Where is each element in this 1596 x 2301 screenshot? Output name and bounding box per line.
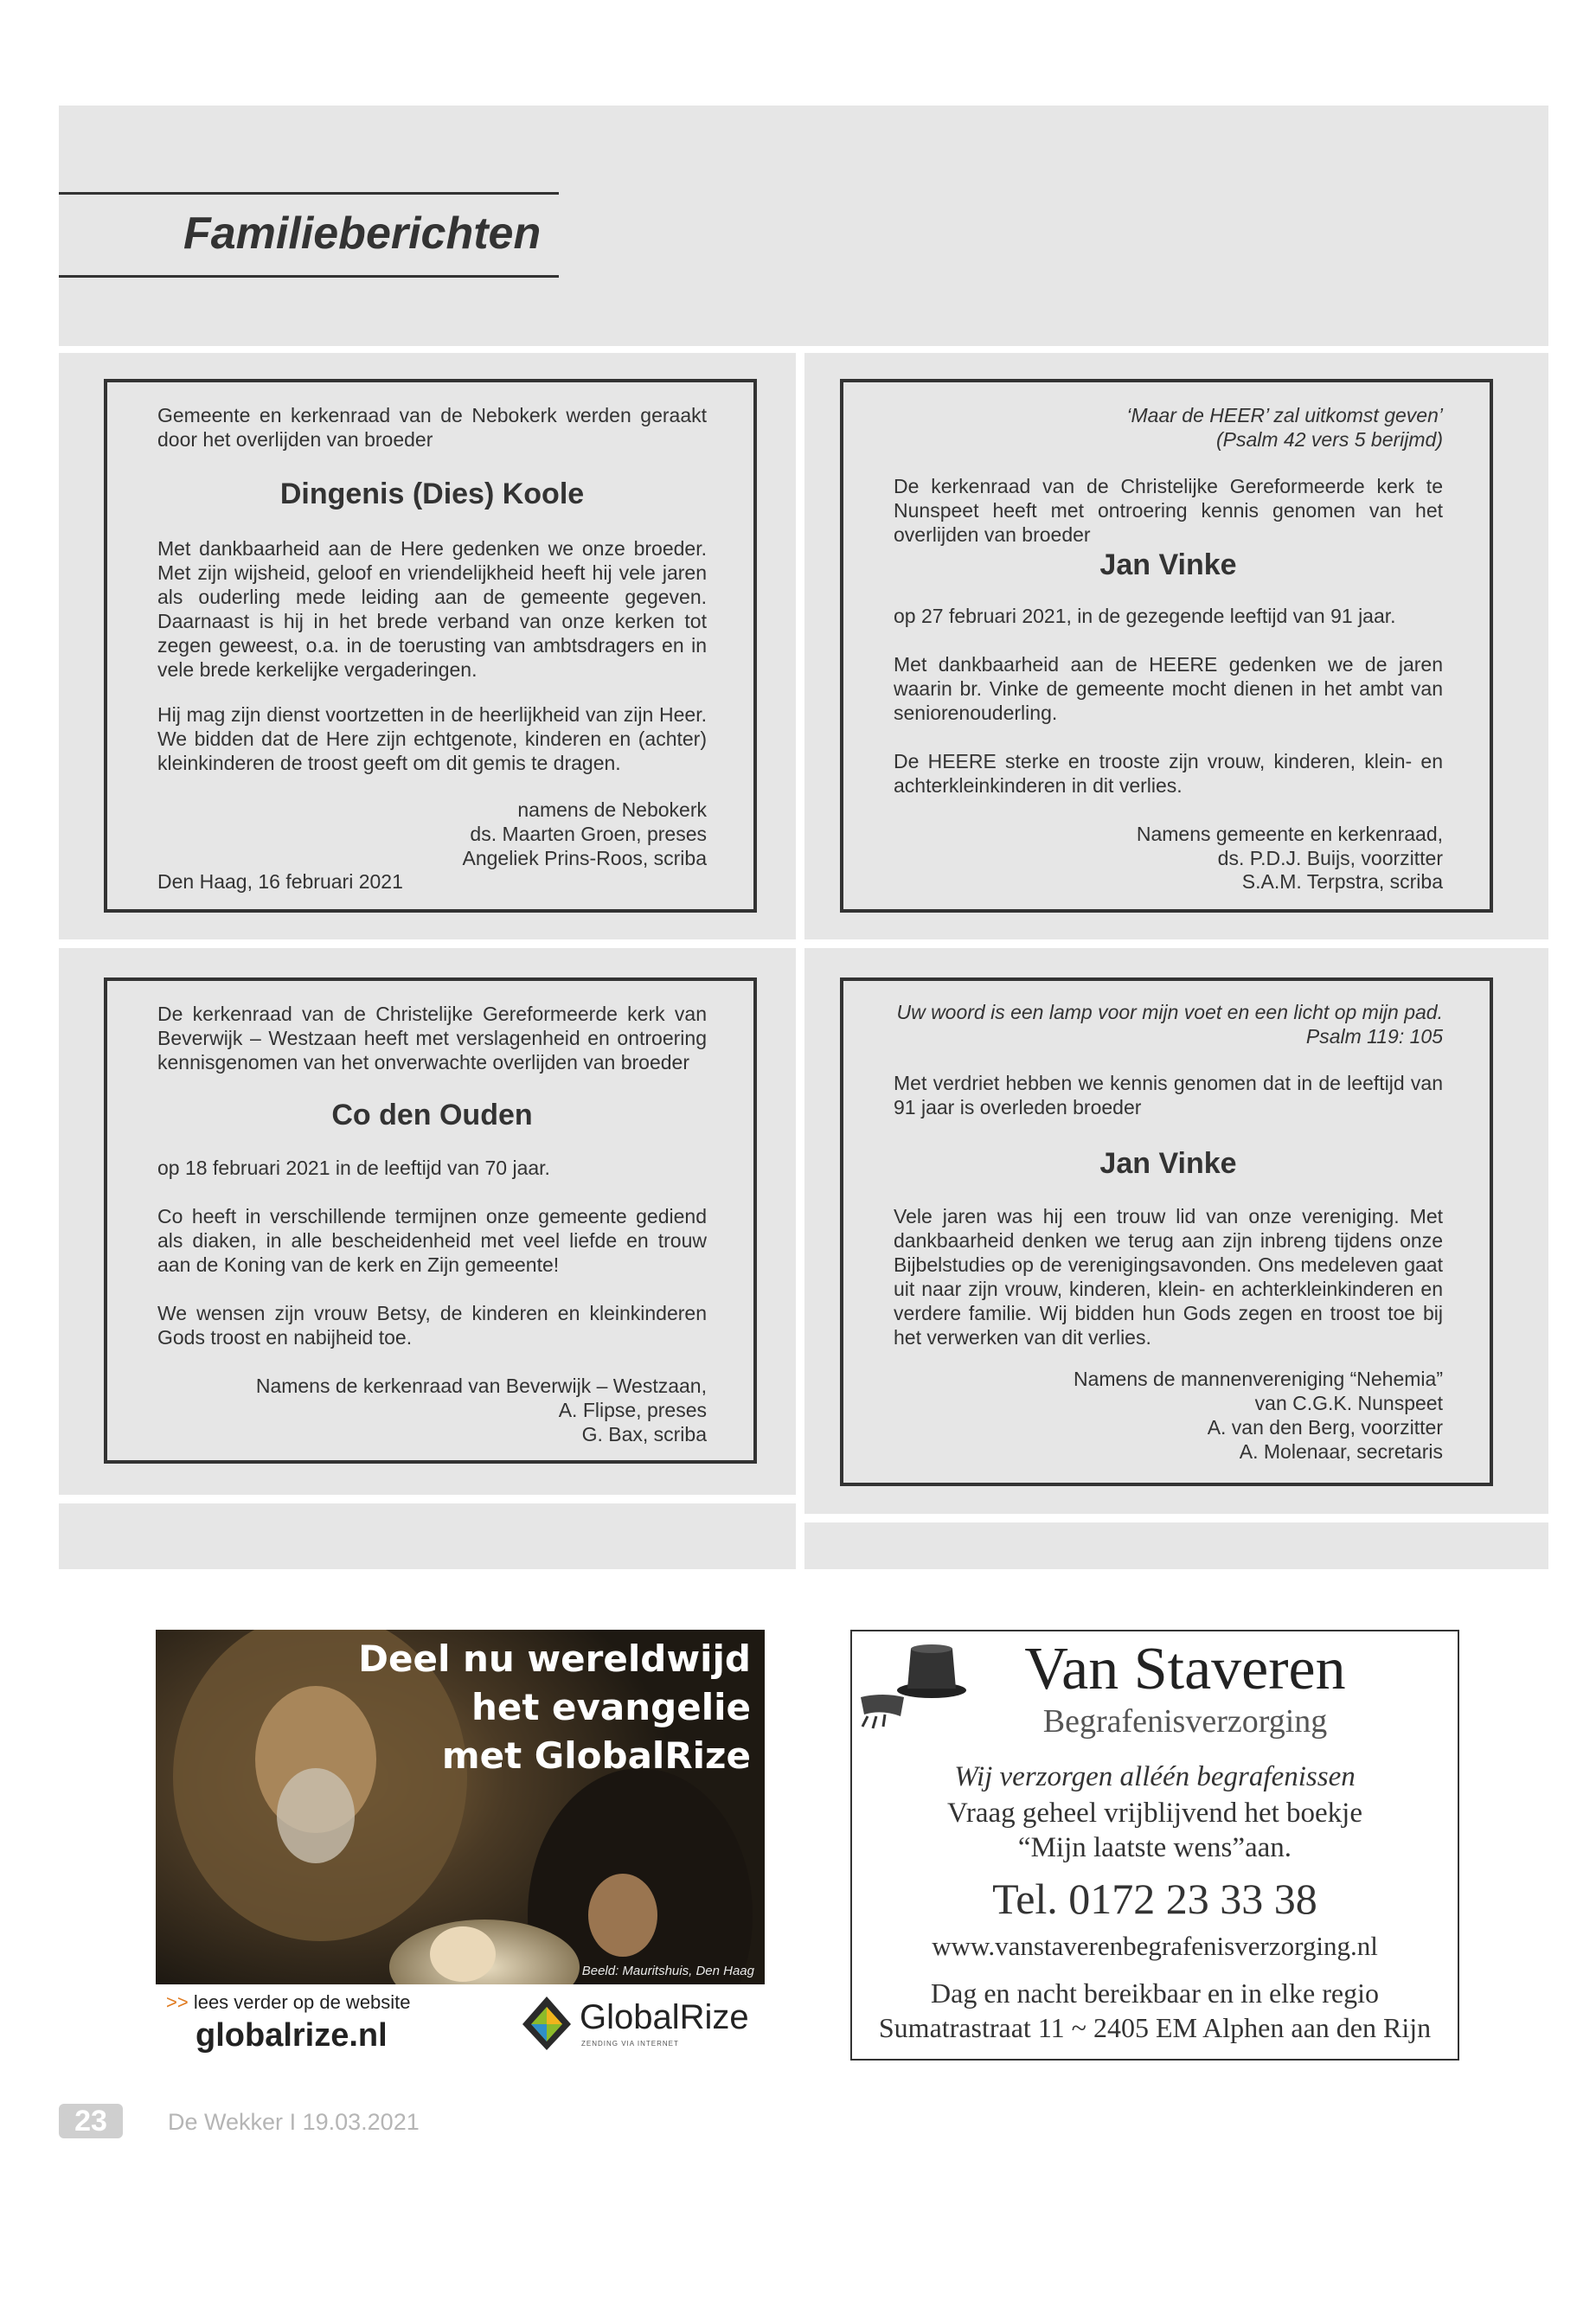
globalrize-logo-icon [521, 1995, 573, 2052]
website-link[interactable]: www.vanstaverenbegrafenisverzorging.nl [932, 1931, 1378, 1961]
notice-paragraph: op 18 februari 2021 in de leeftijd van 70 jaar. [157, 1157, 550, 1179]
phone-number[interactable]: Tel. 0172 23 33 38 [992, 1875, 1317, 1923]
logo-subtext: ZENDING VIA INTERNET [581, 2040, 679, 2048]
notice-paragraph: We wensen zijn vrouw Betsy, de kinderen en kleinkinderen Gods troost en nabijheid toe. [157, 1302, 707, 1349]
panel-bottom-strip-left [59, 1503, 796, 1569]
notice-paragraph: op 27 februari 2021, in de gezegende leeftijd van 91 jaar. [894, 605, 1396, 627]
deceased-name: Jan Vinke [1099, 548, 1237, 581]
ad-footer-bar [156, 1984, 765, 2061]
bible-reference: (Psalm 42 vers 5 berijmd) [1215, 428, 1443, 451]
notice-vinke-church [840, 379, 1493, 913]
notice-paragraph: Hij mag zijn dienst voortzetten in de heerlijkheid van zijn Heer. We bidden dat de Here zijn echtgenote, kinderen en (achter) kleinkinderen de troost geeft om dit gemis te dragen. [157, 703, 707, 774]
signature-line: Namens de kerkenraad van Beverwijk – Westzaan, [255, 1375, 707, 1397]
bible-quote: ‘Maar de HEER’ zal uitkomst geven’ [1126, 404, 1443, 426]
signature-line: Namens gemeente en kerkenraad, [1136, 823, 1443, 845]
section-title: Familieberichten [183, 208, 542, 259]
notice-paragraph: Vele jaren was hij een trouw lid van onze vereniging. Met dankbaarheid denken we terug aan zijn inbreng tijdens onze Bijbelstudies op de verenigingsavonden. Ons medeleven gaat uit naar zijn vrouw, kinderen, klein- en achterkleinkinderen en verdere familie. Wij bidden hun Gods zegen en troost toe bij het verwerken van dit verlies. [894, 1205, 1443, 1349]
ad-text-line: “Mijn laatste wens”aan. [1017, 1832, 1292, 1863]
notice-paragraph: Met dankbaarheid aan de Here gedenken we onze broeder. Met zijn wijsheid, geloof en vriendelijkheid heeft hij vele jaren als ouderling mede leiding aan de gemeente gegeven. Daarnaast is hij in het brede verband van onze kerken tot zegen geweest, o.a. in de toerusting van ambtsdragers en in vele brede kerkelijke vergaderingen. [157, 537, 707, 681]
notice-paragraph: De HEERE sterke en trooste zijn vrouw, kinderen, klein- en achterkleinkinderen in dit verlies. [894, 750, 1443, 797]
notice-paragraph: Co heeft in verschillende termijnen onze gemeente gediend als diaken, in alle bescheidenheid met veel liefde en trouw aan de Koning van de kerk en Zijn gemeente! [157, 1205, 707, 1276]
ad-text-line: Vraag geheel vrijblijvend het boekje [947, 1798, 1362, 1829]
publication-date: 19.03.2021 [302, 2109, 420, 2135]
footer-separator: I [289, 2109, 297, 2135]
company-subtitle: Begrafenisverzorging [1042, 1703, 1328, 1740]
notice-intro: Gemeente en kerkenraad van de Nebokerk werden geraakt door het overlijden van broeder [157, 404, 707, 451]
signature-line: ds. Maarten Groen, preses [470, 823, 707, 845]
arrows-icon: >> [166, 1991, 189, 2013]
image-credit: Beeld: Mauritshuis, Den Haag [581, 1964, 754, 1978]
notice-paragraph: Met dankbaarheid aan de HEERE gedenken we de jaren waarin br. Vinke de gemeente mocht dienen in het ambt van seniorenouderling. [894, 653, 1443, 724]
notice-intro: De kerkenraad van de Christelijke Gereformeerde kerk te Nunspeet heeft met ontroering kennis genomen van het overlijden van broeder [894, 475, 1443, 546]
header-rule-top [59, 192, 559, 195]
notice-den-ouden [104, 977, 757, 1464]
header-rule-bottom [59, 275, 559, 278]
headline-line: Deel nu wereldwijd [358, 1638, 751, 1680]
signature-line: Namens de mannenvereniging “Nehemia” [1073, 1368, 1443, 1390]
bible-reference: Psalm 119: 105 [1305, 1025, 1443, 1048]
logo-text: GlobalRize [580, 1998, 749, 2036]
company-name: Van Staveren [1024, 1636, 1346, 1702]
signature-line: A. van den Berg, voorzitter [1207, 1416, 1443, 1439]
notice-vinke-nehemia [840, 977, 1493, 1486]
place-date: Den Haag, 16 februari 2021 [157, 870, 403, 893]
tagline: Wij verzorgen alléén begrafenissen [954, 1761, 1356, 1792]
ad-text-line: Dag en nacht bereikbaar en in elke regio [931, 1977, 1379, 2009]
notice-intro: De kerkenraad van de Christelijke Gereformeerde kerk van Beverwijk – Westzaan heeft met verslagenheid en ontroering kennisgenomen van het onverwachte overlijden van broeder [157, 1003, 707, 1074]
deceased-name: Jan Vinke [1099, 1147, 1237, 1180]
notice-intro: Met verdriet hebben we kennis genomen dat in de leeftijd van 91 jaar is overleden broeder [894, 1072, 1443, 1118]
globalrize-ad[interactable] [156, 1630, 765, 2061]
signature-line: Angeliek Prins-Roos, scriba [462, 847, 707, 869]
website-link[interactable]: globalrize.nl [195, 2017, 388, 2054]
notice-koole [104, 379, 757, 913]
deceased-name: Dingenis (Dies) Koole [279, 478, 585, 510]
van-staveren-ad[interactable] [850, 1630, 1459, 2061]
address: Sumatrastraat 11 ~ 2405 EM Alphen aan den Rijn [878, 2012, 1432, 2043]
footer-info [168, 2109, 420, 2136]
publication-name: De Wekker [168, 2109, 284, 2135]
signature-line: namens de Nebokerk [517, 798, 707, 821]
panel-bottom-strip-right [804, 1522, 1548, 1569]
top-hat-icon [857, 1637, 975, 1732]
signature-line: G. Bax, scriba [581, 1423, 707, 1445]
cta-text: lees verder op de website [193, 1991, 411, 2013]
signature-line: S.A.M. Terpstra, scriba [1241, 870, 1443, 893]
signature-line: A. Flipse, preses [558, 1399, 707, 1421]
headline-line: het evangelie [471, 1686, 751, 1728]
deceased-name: Co den Ouden [331, 1099, 533, 1131]
signature-line: ds. P.D.J. Buijs, voorzitter [1217, 847, 1443, 869]
signature-line: A. Molenaar, secretaris [1239, 1440, 1443, 1463]
bible-quote: Uw woord is een lamp voor mijn voet en een licht op mijn pad. [896, 1001, 1443, 1023]
signature-line: van C.G.K. Nunspeet [1254, 1392, 1443, 1414]
headline-line: met GlobalRize [441, 1734, 751, 1777]
page-number: 23 [59, 2104, 123, 2138]
